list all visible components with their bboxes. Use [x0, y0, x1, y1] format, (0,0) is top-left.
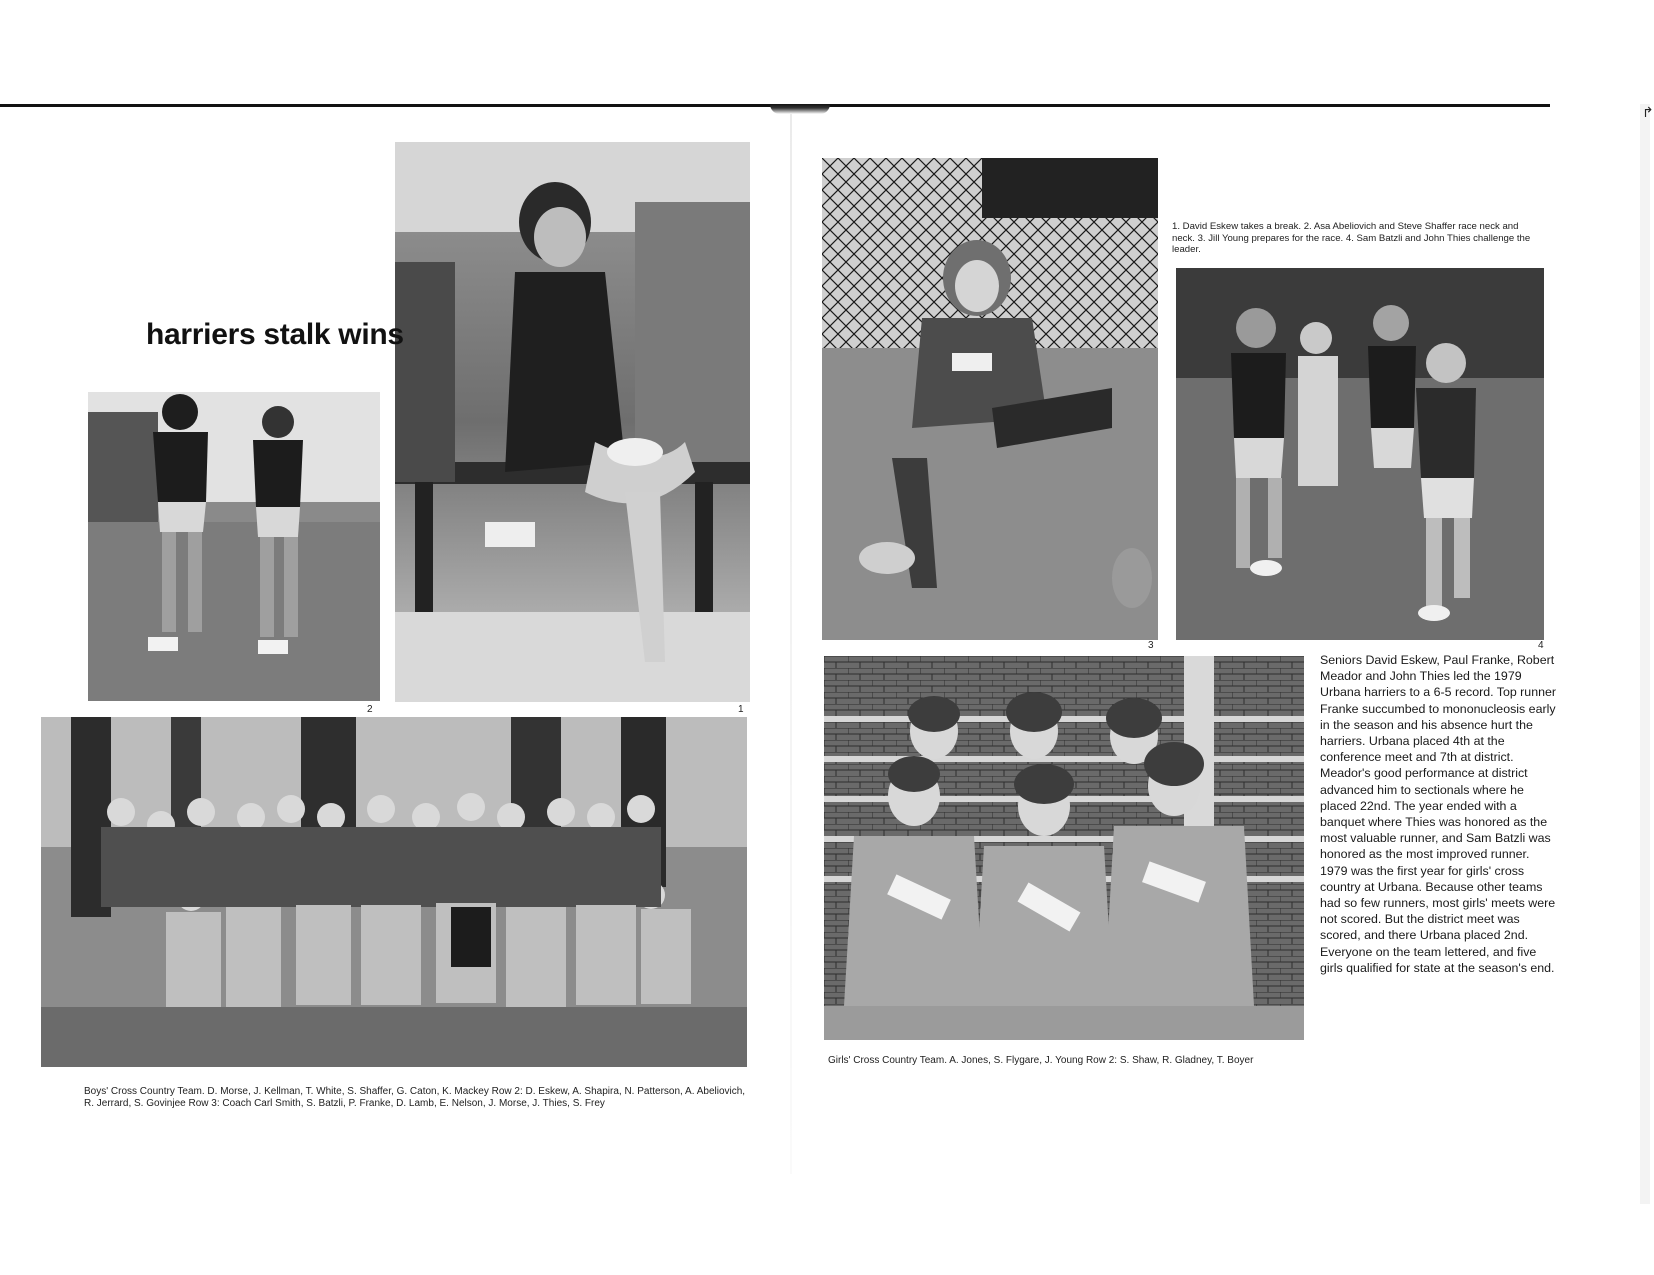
photo-boys-team [41, 717, 747, 1067]
photo-girl-stretching [822, 158, 1158, 640]
boys-team-caption: Boys' Cross Country Team. D. Morse, J. Kellman, T. White, S. Shaffer, G. Caton, K. Mackey Row 2: D. Eskew, A. Shapira, N. Patterson, A. Abeliovich, R. Jerrard, S. Govinjee Row 3: Coach Carl Smith, S. Batzli, P. Franke, D. Lamb, E. Nelson, J. Morse, J. Thies, S. Frey [84, 1086, 746, 1109]
story-text: Seniors David Eskew, Paul Franke, Robert Meador and John Thies led the 1979 Urbana harriers to a 6-5 record. Top runner Franke succumbed to mononucleosis early in the season and his absence hurt the harriers. Urbana placed 4th at the conference meet and 7th at district. Meador's good performance at district advanced him to sectionals where he placed 22nd. The year ended with a banquet where Thies was honored as the most valuable runner, and Sam Batzli was honored as the most improved runner. 1979 was the first year for girls' cross country at Urbana. Because other teams had so few runners, most girls' meets were not scored. But the district meet was scored, and there Urbana placed 2nd. Everyone on the team lettered, and five girls qualified for state at the season's end. [1320, 653, 1557, 975]
photo-number-1: 1 [738, 704, 744, 715]
photo-girls-team [824, 656, 1304, 1040]
photo-runners-challenge [1176, 268, 1544, 640]
photo-runner-on-bench [395, 142, 750, 702]
scan-margin [0, 0, 1650, 104]
right-page-edge [1640, 104, 1650, 1204]
photo-number-3: 3 [1148, 640, 1154, 651]
edge-mark: ↱ [1642, 104, 1654, 120]
page-title: harriers stalk wins [146, 318, 404, 351]
book-spine [770, 104, 830, 114]
girls-team-caption: Girls' Cross Country Team. A. Jones, S. Flygare, J. Young Row 2: S. Shaw, R. Gladney, T. Boyer [828, 1055, 1254, 1066]
photo-number-2: 2 [367, 704, 373, 715]
photo-number-4: 4 [1538, 640, 1544, 651]
photo-captions: 1. David Eskew takes a break. 2. Asa Abeliovich and Steve Shaffer race neck and neck. 3. Jill Young prepares for the race. 4. Sam Batzli and John Thies challenge the leader. [1172, 221, 1531, 255]
gutter-line [790, 114, 792, 1174]
photo-runners-racing [88, 392, 380, 701]
